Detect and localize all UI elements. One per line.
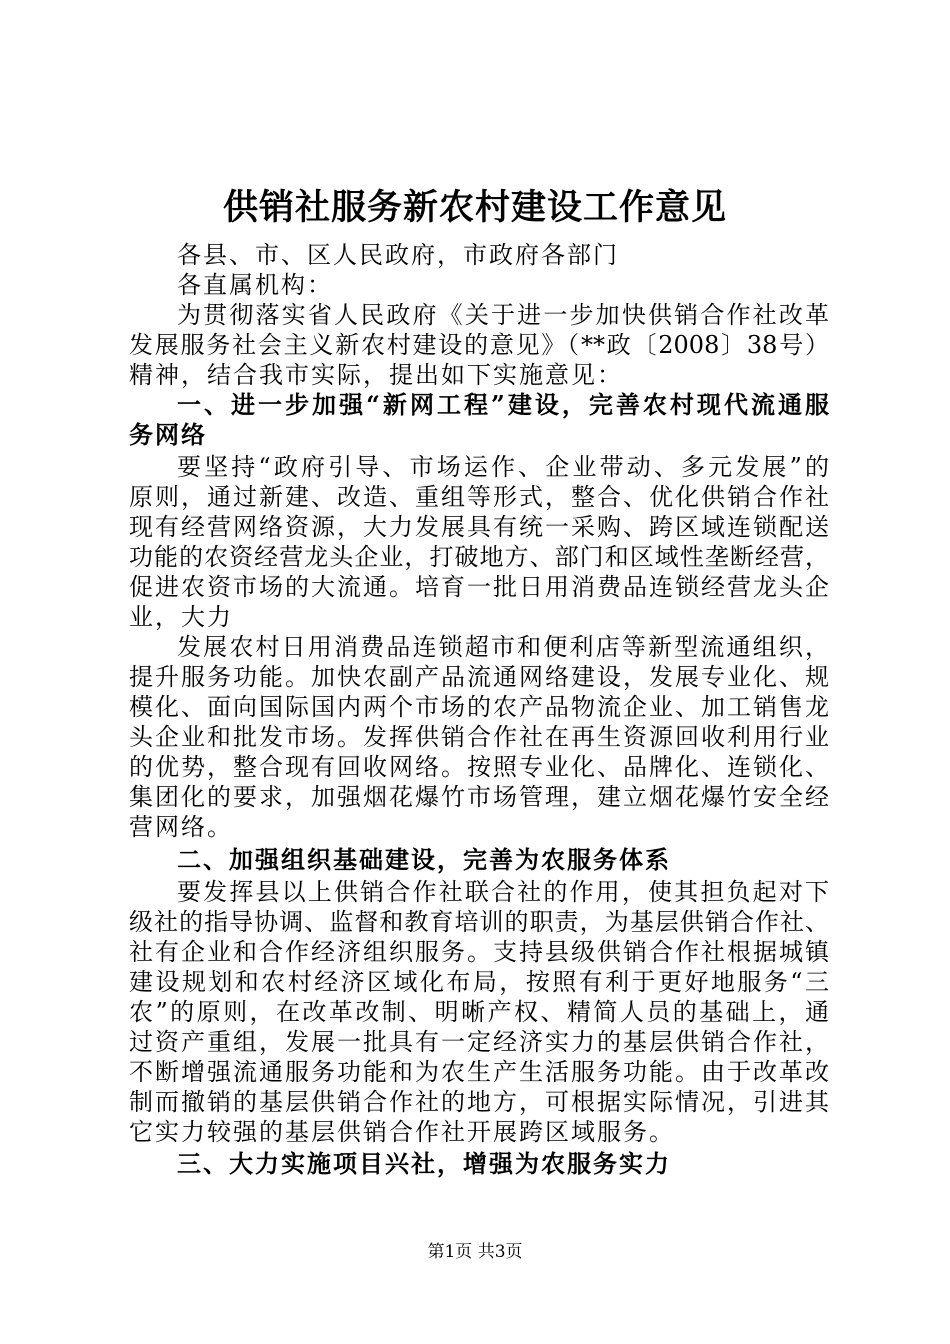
paragraph-line: 发展农村日用消费品连锁超市和便利店等新型流通组织，: [177, 633, 829, 661]
section-heading: 二、加强组织基础建设，完善为农服务体系: [177, 845, 671, 874]
section-heading: 务网络: [129, 420, 207, 449]
paragraph-line: 提升服务功能。加快农副产品流通网络建设，发展专业化、规: [129, 663, 829, 691]
paragraph-line: 农”的原则，在改革改制、明晰产权、精简人员的基础上，通: [129, 998, 829, 1026]
paragraph-line: 要坚持“政府引导、市场运作、企业带动、多元发展”的: [177, 453, 829, 481]
paragraph-line: 建设规划和农村经济区域化布局，按照有利于更好地服务“三: [129, 968, 829, 996]
paragraph-line: 促进农资市场的大流通。培育一批日用消费品连锁经营龙头企: [129, 573, 829, 601]
paragraph-line: 原则，通过新建、改造、重组等形式，整合、优化供销合作社: [129, 483, 829, 511]
paragraph-line: 要发挥县以上供销合作社联合社的作用，使其担负起对下: [177, 878, 829, 906]
addressee-line: 各县、市、区人民政府，市政府各部门: [177, 241, 619, 269]
paragraph-line: 营网络。: [129, 813, 233, 841]
paragraph-line: 集团化的要求，加强烟花爆竹市场管理，建立烟花爆竹安全经: [129, 783, 829, 811]
paragraph-line: 制而撤销的基层供销合作社的地方，可根据实际情况，引进其: [129, 1088, 829, 1116]
addressee-line: 各直属机构：: [177, 271, 333, 299]
paragraph-line: 社有企业和合作经济组织服务。支持县级供销合作社根据城镇: [129, 938, 829, 966]
paragraph-line: 它实力较强的基层供销合作社开展跨区域服务。: [129, 1118, 675, 1146]
paragraph-line: 现有经营网络资源，大力发展具有统一采购、跨区域连锁配送: [129, 513, 829, 541]
document-title: 供销社服务新农村建设工作意见: [222, 187, 727, 228]
paragraph-line: 不断增强流通服务功能和为农生产生活服务功能。由于改革改: [129, 1058, 829, 1086]
paragraph-line: 精神，结合我市实际，提出如下实施意见：: [129, 361, 623, 389]
paragraph-line: 过资产重组，发展一批具有一定经济实力的基层供销合作社，: [129, 1028, 829, 1056]
paragraph-line: 业，大力: [129, 603, 233, 631]
page-footer: 第1页 共3页: [427, 1242, 523, 1262]
paragraph-line: 级社的指导协调、监督和教育培训的职责，为基层供销合作社、: [129, 908, 829, 936]
paragraph-line: 为贯彻落实省人民政府《关于进一步加快供销合作社改革: [177, 301, 829, 329]
paragraph-line: 头企业和批发市场。发挥供销合作社在再生资源回收利用行业: [129, 723, 829, 751]
paragraph-line: 发展服务社会主义新农村建设的意见》（**政〔2008〕38号）: [129, 331, 829, 359]
paragraph-line: 的优势，整合现有回收网络。按照专业化、品牌化、连锁化、: [129, 753, 829, 781]
paragraph-line: 模化、面向国际国内两个市场的农产品物流企业、加工销售龙: [129, 693, 829, 721]
section-heading: 三、大力实施项目兴社，增强为农服务实力: [177, 1149, 671, 1178]
paragraph-line: 功能的农资经营龙头企业，打破地方、部门和区域性垄断经营，: [129, 543, 829, 571]
section-heading: 一、进一步加强“新网工程”建设，完善农村现代流通服: [177, 390, 829, 419]
